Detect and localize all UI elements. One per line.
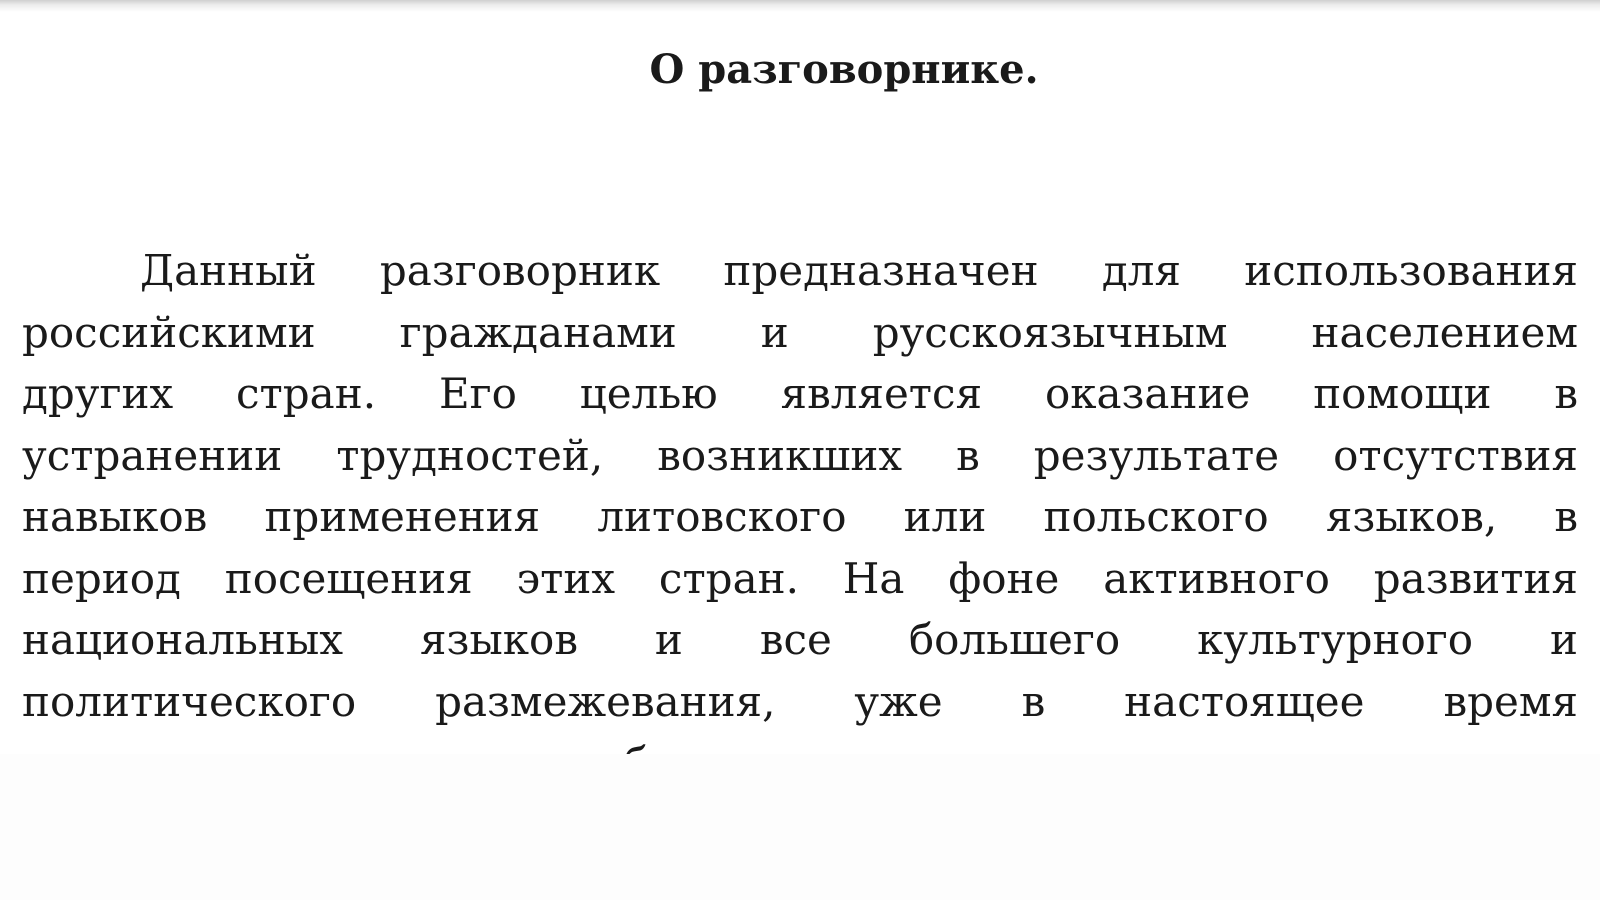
body-paragraph xyxy=(22,240,1578,760)
text-line: российскими гражданами и русскоязычным населением xyxy=(22,307,1578,357)
chapter-title: О разговорнике. xyxy=(649,46,1039,93)
text-line: национальных языков и все большего культурного и xyxy=(22,615,1578,664)
top-shadow xyxy=(0,0,1600,12)
text-line: политического размежевания, уже в настоящее время xyxy=(22,676,1578,726)
text-line: устранении трудностей, возникших в результате отсутствия xyxy=(22,430,1578,480)
text-line: Данный разговорник предназначен для использования xyxy=(140,246,1578,295)
text-line: навыков применения литовского или польского языков, в xyxy=(22,492,1578,541)
text-line: период посещения этих стран. На фоне активного развития xyxy=(22,553,1578,603)
text-line: других стран. Его целью является оказание помощи в xyxy=(22,369,1578,418)
bottom-blank-area xyxy=(0,754,1600,900)
